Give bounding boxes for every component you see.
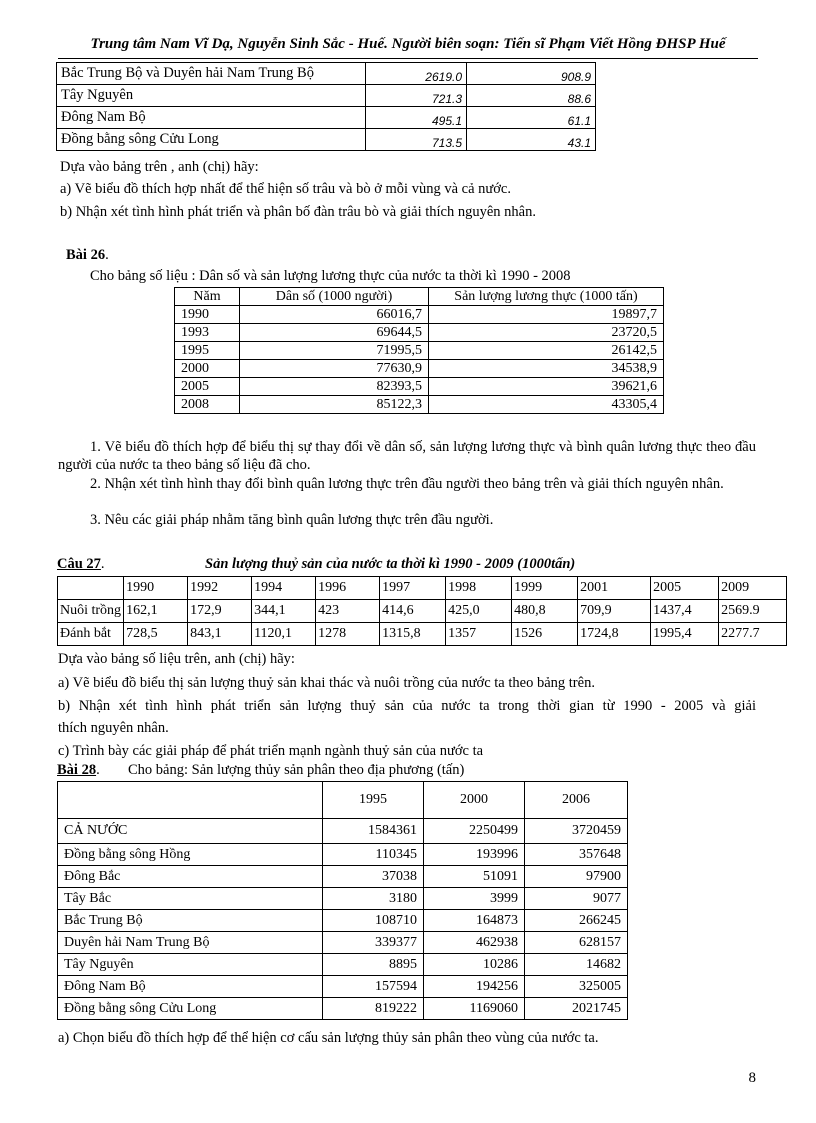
table-header-row: [58, 782, 628, 819]
value-cell: 172,9: [188, 600, 252, 623]
header-divider: [58, 58, 758, 59]
year-cell: 1990: [175, 306, 240, 324]
cau27-title: Câu 27: [57, 556, 101, 572]
population-table: [174, 287, 664, 414]
region-name: Tây Bắc: [58, 888, 323, 910]
table-row: [58, 623, 787, 646]
region-name: Đông Nam Bộ: [58, 976, 323, 998]
q25-intro: Dựa vào bảng trên , anh (chị) hãy:: [60, 159, 259, 175]
value-cell: 3180: [323, 888, 424, 910]
value-cell: 8895: [323, 954, 424, 976]
value-cell: 908.9: [467, 63, 596, 85]
region-name: Duyên hải Nam Trung Bộ: [58, 932, 323, 954]
table-row: [57, 107, 596, 129]
cau27-c: c) Trình bày các giải pháp để phát triển mạnh ngành thuỷ sản của nước ta: [58, 743, 484, 759]
year-header: 1998: [446, 577, 512, 600]
page-number: 8: [748, 1070, 756, 1086]
value-cell: 266245: [525, 910, 628, 932]
value-cell: 709,9: [578, 600, 651, 623]
cau27-b2: thích nguyên nhân.: [58, 720, 169, 736]
value-cell: 423: [316, 600, 380, 623]
year-cell: 2000: [175, 360, 240, 378]
value-cell: 2250499: [424, 819, 525, 844]
year-cell: 1993: [175, 324, 240, 342]
year-cell: 2008: [175, 396, 240, 414]
table-row: [58, 910, 628, 932]
table-row: [58, 932, 628, 954]
region-name: Đồng bằng sông Hồng: [58, 844, 323, 866]
value-cell: 164873: [424, 910, 525, 932]
bai26-q3: 3. Nêu các giải pháp nhằm tăng bình quân lương thực trên đầu người.: [90, 512, 494, 528]
bai28-heading: [57, 762, 100, 779]
value-cell: 193996: [424, 844, 525, 866]
value-cell: 51091: [424, 866, 525, 888]
value-cell: 69644,5: [240, 324, 429, 342]
value-cell: 325005: [525, 976, 628, 998]
value-cell: 88.6: [467, 85, 596, 107]
table-header-row: [175, 288, 664, 306]
cau27-b1: b) Nhận xét tình hình phát triển sản lượng thuỷ sản của nước ta trong thời gian từ 1990 - 2005 và giải: [58, 698, 756, 714]
value-cell: 628157: [525, 932, 628, 954]
region-name: Tây Nguyên: [57, 85, 366, 107]
table-row: [58, 600, 787, 623]
year-header: 2000: [424, 782, 525, 819]
cau27-intro: Dựa vào bảng số liệu trên, anh (chị) hãy:: [58, 651, 295, 667]
cau27-caption: Sản lượng thuỷ sản của nước ta thời kì 1990 - 2009 (1000tấn): [205, 556, 576, 572]
table-row: [175, 324, 664, 342]
value-cell: 819222: [323, 998, 424, 1020]
table-row: [58, 998, 628, 1020]
bai26-caption: Cho bảng số liệu : Dân số và sản lượng lương thực của nước ta thời kì 1990 - 2008: [90, 268, 571, 284]
value-cell: 2277.7: [719, 623, 787, 646]
corner-cell: [58, 577, 124, 600]
region-name: Đông Bắc: [58, 866, 323, 888]
value-cell: 1278: [316, 623, 380, 646]
year-header: 2009: [719, 577, 787, 600]
value-cell: 34538,9: [429, 360, 664, 378]
bai28-caption: Cho bảng: Sản lượng thủy sản phân theo địa phương (tấn): [128, 762, 465, 778]
value-cell: 10286: [424, 954, 525, 976]
row-label: Đánh bắt: [58, 623, 124, 646]
region-name: Đông Nam Bộ: [57, 107, 366, 129]
value-cell: 339377: [323, 932, 424, 954]
region-name: Bắc Trung Bộ và Duyên hải Nam Trung Bộ: [57, 63, 366, 85]
value-cell: 1315,8: [380, 623, 446, 646]
value-cell: 357648: [525, 844, 628, 866]
value-cell: 1437,4: [651, 600, 719, 623]
year-header: 1996: [316, 577, 380, 600]
value-cell: 110345: [323, 844, 424, 866]
region-name: Tây Nguyên: [58, 954, 323, 976]
value-cell: 37038: [323, 866, 424, 888]
value-cell: 19897,7: [429, 306, 664, 324]
value-cell: 43.1: [467, 129, 596, 151]
column-header: Dân số (1000 người): [240, 288, 429, 306]
table-row: [58, 866, 628, 888]
cau27-a: a) Vẽ biểu đồ biểu thị sản lượng thuỷ sản khai thác và nuôi trồng của nước ta theo bảng trên.: [58, 675, 595, 691]
value-cell: 39621,6: [429, 378, 664, 396]
value-cell: 344,1: [252, 600, 316, 623]
region-name: CẢ NƯỚC: [58, 819, 323, 844]
table-row: [175, 360, 664, 378]
year-header: 1990: [124, 577, 188, 600]
value-cell: 97900: [525, 866, 628, 888]
value-cell: 1724,8: [578, 623, 651, 646]
bai28-title-suffix: .: [96, 762, 100, 778]
bai26-title-suffix: .: [105, 247, 109, 263]
year-header: 2005: [651, 577, 719, 600]
value-cell: 61.1: [467, 107, 596, 129]
value-cell: 194256: [424, 976, 525, 998]
value-cell: 480,8: [512, 600, 578, 623]
table-row: [57, 85, 596, 107]
year-cell: 1995: [175, 342, 240, 360]
table-row: [58, 888, 628, 910]
bai26-heading: [66, 247, 109, 264]
bai26-q1: 1. Vẽ biểu đồ thích hợp để biểu thị sự thay đổi về dân số, sản lượng lương thực và bình quân lương thực theo đầu người của nước ta theo bảng số liệu đã cho.: [58, 439, 756, 473]
bai28-a: a) Chọn biểu đồ thích hợp để thể hiện cơ cấu sản lượng thủy sản phân theo vùng của nước ta.: [58, 1030, 599, 1046]
table-row: [175, 378, 664, 396]
table-row: [58, 819, 628, 844]
value-cell: 71995,5: [240, 342, 429, 360]
year-header: 1994: [252, 577, 316, 600]
q25-b: b) Nhận xét tình hình phát triển và phân bố đàn trâu bò và giải thích nguyên nhân.: [60, 204, 536, 220]
value-cell: 14682: [525, 954, 628, 976]
cau27-heading: [57, 556, 105, 573]
value-cell: 77630,9: [240, 360, 429, 378]
table-row: [58, 954, 628, 976]
value-cell: 728,5: [124, 623, 188, 646]
year-header: 2001: [578, 577, 651, 600]
year-header: 1999: [512, 577, 578, 600]
value-cell: 23720,5: [429, 324, 664, 342]
value-cell: 85122,3: [240, 396, 429, 414]
value-cell: 26142,5: [429, 342, 664, 360]
value-cell: 2569.9: [719, 600, 787, 623]
value-cell: 157594: [323, 976, 424, 998]
cau27-title-suffix: .: [100, 556, 105, 572]
table-row: [175, 396, 664, 414]
bai26-title: Bài 26: [66, 247, 106, 263]
value-cell: 3999: [424, 888, 525, 910]
value-cell: 162,1: [124, 600, 188, 623]
value-cell: 713.5: [366, 129, 467, 151]
value-cell: 721.3: [366, 85, 467, 107]
value-cell: 425,0: [446, 600, 512, 623]
year-cell: 2005: [175, 378, 240, 396]
value-cell: 843,1: [188, 623, 252, 646]
value-cell: 1120,1: [252, 623, 316, 646]
page-header: Trung tâm Nam Vĩ Dạ, Nguyễn Sinh Sắc - Huế. Người biên soạn: Tiến sĩ Phạm Viết Hồng ĐHSP Huế: [90, 36, 726, 52]
value-cell: 3720459: [525, 819, 628, 844]
value-cell: 1169060: [424, 998, 525, 1020]
table-row: [57, 129, 596, 151]
value-cell: 462938: [424, 932, 525, 954]
column-header: Sản lượng lương thực (1000 tấn): [429, 288, 664, 306]
region-name: Đồng bằng sông Cửu Long: [57, 129, 366, 151]
value-cell: 108710: [323, 910, 424, 932]
q25-a: a) Vẽ biểu đồ thích hợp nhất để thể hiện số trâu và bò ở mỗi vùng và cả nước.: [60, 181, 511, 197]
year-header: 1995: [323, 782, 424, 819]
table-row: [175, 342, 664, 360]
value-cell: 495.1: [366, 107, 467, 129]
value-cell: 2619.0: [366, 63, 467, 85]
table-row: [175, 306, 664, 324]
value-cell: 82393,5: [240, 378, 429, 396]
bai26-q2: 2. Nhận xét tình hình thay đổi bình quân lương thực trên đầu người theo bảng trên và giải thích nguyên nhân.: [90, 476, 724, 492]
value-cell: 1584361: [323, 819, 424, 844]
value-cell: 1357: [446, 623, 512, 646]
table-row: [57, 63, 596, 85]
value-cell: 1526: [512, 623, 578, 646]
value-cell: 66016,7: [240, 306, 429, 324]
year-header: 1992: [188, 577, 252, 600]
value-cell: 43305,4: [429, 396, 664, 414]
value-cell: 9077: [525, 888, 628, 910]
region-name: Bắc Trung Bộ: [58, 910, 323, 932]
year-header: 2006: [525, 782, 628, 819]
region-name: Đồng bằng sông Cửu Long: [58, 998, 323, 1020]
year-header: 1997: [380, 577, 446, 600]
column-header: Năm: [175, 288, 240, 306]
livestock-table: [56, 62, 596, 151]
table-row: [58, 844, 628, 866]
bai28-title: Bài 28: [57, 762, 97, 778]
table-row: [58, 976, 628, 998]
table-header-row: [58, 577, 787, 600]
value-cell: 2021745: [525, 998, 628, 1020]
corner-cell: [58, 782, 323, 819]
row-label: Nuôi trồng: [58, 600, 124, 623]
fishery-table: [57, 576, 787, 646]
value-cell: 1995,4: [651, 623, 719, 646]
regional-fishery-table: [57, 781, 628, 1020]
value-cell: 414,6: [380, 600, 446, 623]
